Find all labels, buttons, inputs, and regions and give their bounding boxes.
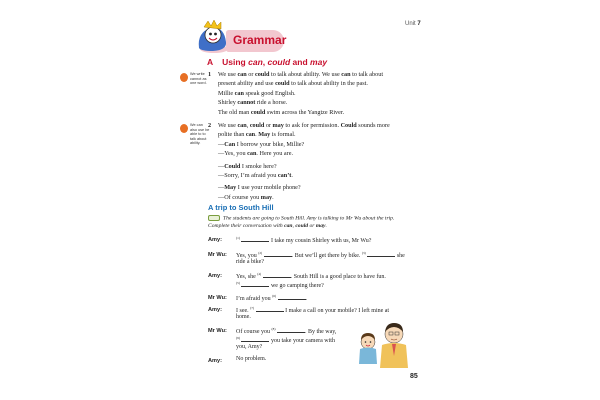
answer-blank[interactable] bbox=[241, 281, 269, 287]
speaker-label: Mr Wu: bbox=[208, 252, 227, 258]
speaker-label: Amy: bbox=[208, 307, 222, 313]
dialogue-line: I’m afraid you $^{(6)}$ . bbox=[236, 294, 308, 302]
page-number: 85 bbox=[410, 373, 418, 380]
section-heading: A Using can, could and may bbox=[207, 57, 328, 67]
example-line: —Could I smoke here? bbox=[218, 162, 277, 170]
speaker-label: Mr Wu: bbox=[208, 328, 227, 334]
dialogue-line: No problem. bbox=[236, 356, 267, 362]
dialogue-line: $^{(5)}$ we go camping there? bbox=[236, 281, 324, 289]
dialogue-line: home. bbox=[236, 314, 251, 320]
side-note: We can also use be able to to talk about ability. bbox=[190, 123, 210, 146]
answer-blank[interactable] bbox=[264, 251, 292, 257]
dialogue-line: I see. $^{(7)}$ I make a call on your mobile? I left mine at bbox=[236, 306, 390, 314]
speaker-label: Amy: bbox=[208, 237, 222, 243]
example-line: Millie can speak good English. bbox=[218, 89, 296, 97]
rule-1: 1 We use can or could to talk about ability. We use can to talk about present ability and use could to talk about ability in the past. Millie can speak good English. Shirley cannot ride a horse. The old man could swim across the Yangtze River. bbox=[208, 71, 384, 116]
answer-blank[interactable] bbox=[256, 306, 284, 312]
note-marker-icon bbox=[180, 73, 188, 82]
answer-blank[interactable] bbox=[277, 327, 305, 333]
example-line: —Sorry, I’m afraid you can’t. bbox=[218, 172, 293, 180]
speaker-label: Mr Wu: bbox=[208, 295, 227, 301]
speaker-label: Amy: bbox=[208, 273, 222, 279]
answer-blank[interactable] bbox=[367, 251, 395, 257]
exercise-title: A trip to South Hill bbox=[208, 203, 274, 212]
dialogue-line: $^{(9)}$ you take your camera with bbox=[236, 336, 335, 344]
example-line: The old man could swim across the Yangtze River. bbox=[218, 108, 345, 116]
mascot-illustration bbox=[195, 18, 229, 54]
dialogue-line: Yes, she $^{(4)}$ . South Hill is a good place to have fun. bbox=[236, 272, 386, 280]
dialogue-line: Of course you $^{(8)}$ . By the way, bbox=[236, 327, 337, 335]
answer-blank[interactable] bbox=[241, 336, 269, 342]
rule-2: 2 We use can, could or may to ask for permission. Could sounds more polite than can. May is formal. —Can I borrow your bike, Millie? —Yes, you can. Here you are. —Could I smoke here? —Sorry, I’m afraid you can’t. —May I use your mobile phone? —Of course you may. bbox=[208, 122, 390, 201]
dialogue-line: you, Amy? bbox=[236, 344, 263, 350]
dialogue-line: ride a bike? bbox=[236, 259, 264, 265]
side-note: We write cannot as one word. bbox=[190, 72, 207, 86]
dialogue-line: Yes, you $^{(2)}$ . But we’ll get there by bike. $^{(3)}$ she bbox=[236, 251, 405, 259]
example-line: —Of course you may. bbox=[218, 193, 274, 201]
example-line: —Yes, you can. Here you are. bbox=[218, 150, 293, 158]
speaker-label: Amy: bbox=[208, 358, 222, 364]
dialogue-line: $^{(1)}$ I take my cousin Shirley with us, Mr Wu? bbox=[236, 236, 372, 244]
answer-blank[interactable] bbox=[241, 236, 269, 242]
characters-illustration bbox=[352, 318, 412, 370]
activity-icon bbox=[208, 215, 220, 221]
answer-blank[interactable] bbox=[263, 272, 291, 278]
example-line: Shirley cannot ride a horse. bbox=[218, 99, 288, 107]
unit-label: Unit 7 bbox=[405, 21, 421, 27]
exercise-instructions: The students are going to South Hill. Amy is talking to Mr Wu about the trip. Complete their conversation with can, could or may. bbox=[208, 215, 395, 229]
note-marker-icon bbox=[180, 124, 188, 133]
example-line: —Can I borrow your bike, Millie? bbox=[218, 140, 305, 148]
page-title: Grammar bbox=[233, 33, 287, 47]
answer-blank[interactable] bbox=[278, 294, 306, 300]
example-line: —May I use your mobile phone? bbox=[218, 184, 301, 192]
